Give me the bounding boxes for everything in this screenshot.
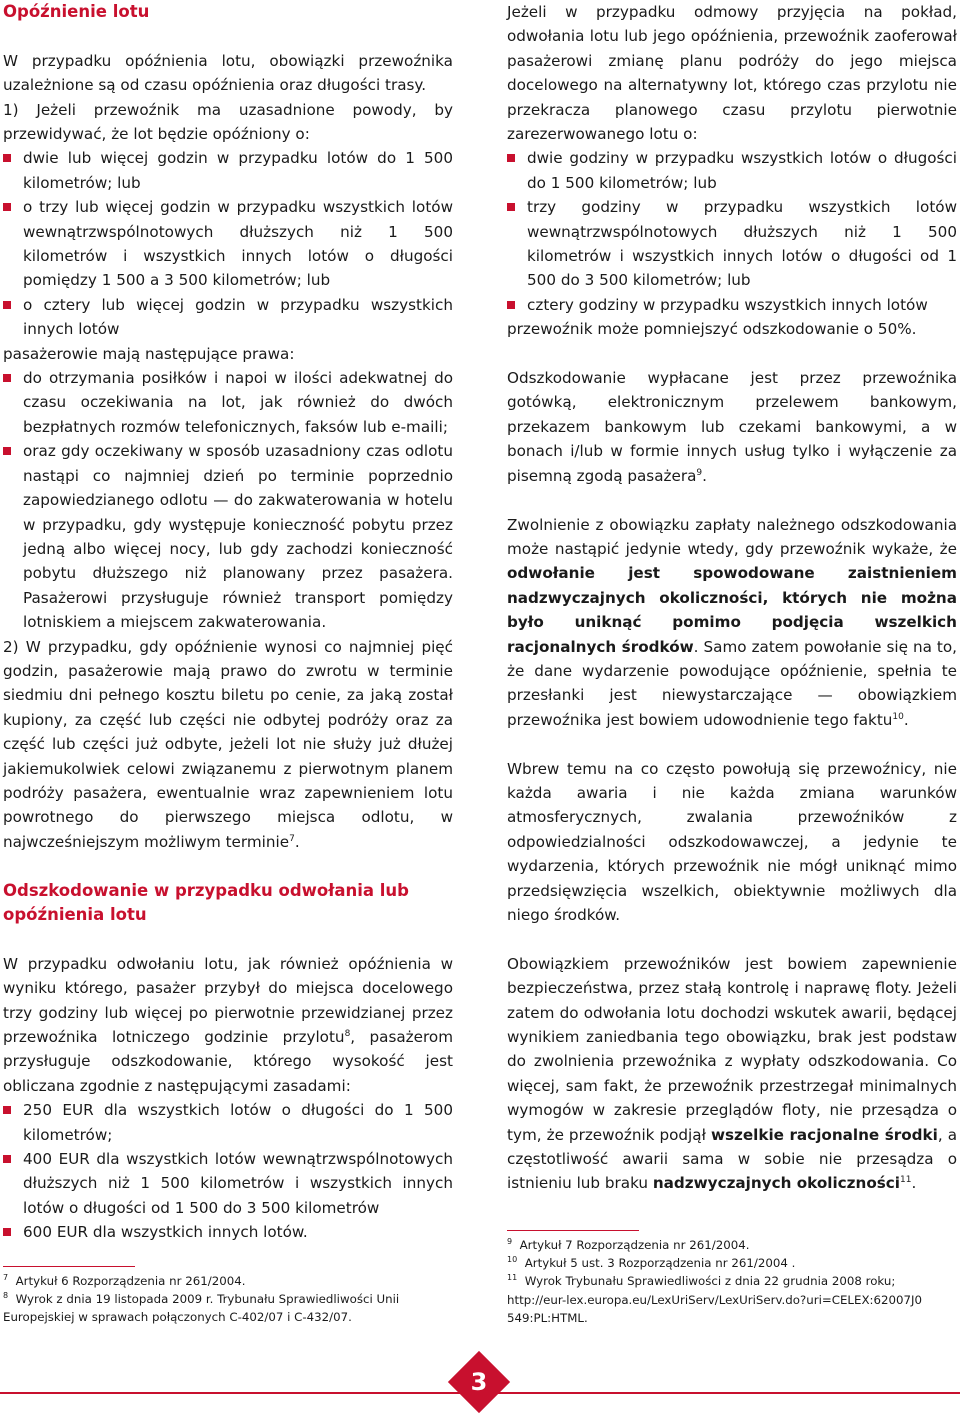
compensation-heading: Odszkodowanie w przypadku odwołania lub opóźnienia lotu	[3, 880, 409, 924]
duty-bold: nadzwyczajnych okoliczności	[652, 1174, 900, 1193]
right-footnotes	[507, 1236, 957, 1327]
footnote-divider	[3, 1266, 135, 1267]
payment-paragraph: Odszkodowanie wypłacane jest przez przewoźnika gotówką, elektronicznym przelewem bankowym, przekazem bankowym lub czekami bankowymi, a w bonach i/lub w formie innych usług tylko i wyłączenie za pisemną zgodą pasażera$^9$.	[507, 369, 957, 485]
exemption-bold: odwołanie jest spowodowane zaistnieniem nadzwyczajnych okoliczności, których nie można było uniknąć pomimo podjęcia wszelkich racjonalnych środków	[507, 564, 957, 656]
right-column	[507, 0, 957, 1196]
footnote: $^{10}$ Artykuł 5 ust. 3 Rozporządzenia nr 261/2004 .	[507, 1255, 796, 1271]
footnote: $^9$ Artykuł 7 Rozporządzenia nr 261/2004.	[507, 1237, 750, 1252]
compensation-intro: W przypadku odwołaniu lotu, jak również opóźnienia w wyniku którego, pasażer przybył do miejsca docelowego trzy godziny lub więcej po pierwotnie przewidzianej przez przewoźnika lotniczego godzinie przylotu$^8$, pasażerom przysługuje odszkodowanie, którego wysokość jest obliczana zgodnie z następującymi zasadami:	[3, 954, 453, 1095]
footnote-url: http://eur-lex.europa.eu/LexUriServ/LexUriServ.do?uri=CELEX:62007J0	[507, 1292, 923, 1307]
list-item: do otrzymania posiłków i napoi w ilości adekwatnej do czasu oczekiwania na lot, jak również do dwóch bezpłatnych rozmów telefonicznych, faksów lub e-maili;	[3, 366, 453, 439]
footnote-ref: 7	[289, 833, 295, 844]
list-item: 250 EUR dla wszystkich lotów o długości do 1 500 kilometrów;	[3, 1098, 453, 1147]
footnote-divider	[507, 1230, 639, 1231]
page-number: 3	[470, 1368, 488, 1396]
list-item: dwie godziny w przypadku wszystkich lotów o długości do 1 500 kilometrów; lub	[507, 146, 957, 195]
list-item: o cztery lub więcej godzin w przypadku wszystkich innych lotów	[3, 293, 453, 342]
footnote-url: 549:PL:HTML.	[507, 1310, 588, 1325]
list-item: trzy godziny w przypadku wszystkich lotów wewnątrzwspólnotowych dłuższych niż 1 500 kilometrów i wszystkich innych lotów o długości od 1 500 do 3 500 kilometrów; lub	[507, 195, 957, 293]
footnote-ref: 9	[696, 467, 703, 478]
reroute-list	[507, 146, 957, 317]
list-item: cztery godziny w przypadku wszystkich innych lotów	[507, 293, 957, 317]
footnote-ref: 11	[900, 1175, 912, 1186]
footnote-ref: 8	[344, 1028, 351, 1039]
delay-heading: Opóźnienie lotu	[3, 2, 150, 21]
list-item: o trzy lub więcej godzin w przypadku wszystkich lotów wewnątrzwspólnotowych dłuższych niż 1 500 kilometrów i wszystkich innych lotów o długości pomiędzy 1 500 a 3 500 kilometrów; lub	[3, 195, 453, 293]
left-footnotes	[3, 1272, 448, 1327]
exemption-paragraph: Zwolnienie z obowiązku zapłaty należnego odszkodowania może nastąpić jedynie wtedy, gdy przewoźnik wykaże, że odwołanie jest spowodowane zaistnieniem nadzwyczajnych okoliczności, których nie można było uniknąć pomimo podjęcia wszelkich racjonalnych środków. Samo zatem powołanie się na to, że dane wydarzenie powodujące opóźnienie, spełnia te przesłanki jest niewystarczające — obowiązkiem przewoźnika jest bowiem udowodnienie tego faktu$^{10}$.	[507, 515, 957, 729]
rights-list	[3, 366, 453, 634]
reroute-intro: Jeżeli w przypadku odmowy przyjęcia na pokład, odwołania lotu lub jego opóźnienia, przewoźnik zaoferował pasażerowi zmianę planu podróży do jego miejsca docelowego na alternatywny lot, którego czas przylotu nie przekracza planowego czasu przylotu pierwotnie zarezerwowanego lotu o:	[507, 3, 957, 144]
delay-intro: W przypadku opóźnienia lotu, obowiązki przewoźnika uzależnione są od czasu opóźnienia oraz długości trasy.	[3, 51, 453, 95]
footnote-ref: 10	[892, 711, 904, 722]
footnote: $^{11}$ Wyrok Trybunału Sprawiedliwości z dnia 22 grudnia 2008 roku;	[507, 1273, 896, 1289]
list-item: 600 EUR dla wszystkich innych lotów.	[3, 1220, 453, 1244]
point1-list	[3, 146, 453, 341]
despite-paragraph: Wbrew temu na co często powołują się przewoźnicy, nie każda awaria i nie każda zmiana warunków atmosferycznych, zwalania przewoźników z odpowiedzialności odszkodowawczej, a jedynie te wydarzenia, których przewoźnik nie mógł uniknąć mimo przedsięwzięcia wszelkich, obiektywnie możliwych dla niego środków.	[507, 759, 957, 924]
duty-bold: wszelkie racjonalne środki	[710, 1125, 938, 1144]
list-item: 400 EUR dla wszystkich lotów wewnątrzwspólnotowych dłuższych niż 1 500 kilometrów i wszystkich innych lotów o długości od 1 500 do 3 500 kilometrów	[3, 1147, 453, 1220]
compensation-list	[3, 1098, 453, 1244]
footnote: $^8$ Wyrok z dnia 19 listopada 2009 r. Trybunału Sprawiedliwości Unii Europejskiej w sprawach połączonych C-402/07 i C-432/07.	[3, 1291, 400, 1325]
list-item: oraz gdy oczekiwany w sposób uzasadniony czas odlotu nastąpi co najmniej dzień po terminie poprzednio zapowiedzianego odlotu — do zakwaterowania w hotelu w przypadku, gdy występuje konieczność pobytu przez jedną albo więcej nocy, lub gdy zachodzi konieczność pobytu dłuższego niż planowany przez pasażera. Pasażerowi przysługuje również transport pomiędzy lotniskiem a miejscem zakwaterowania.	[3, 439, 453, 634]
list-item: dwie lub więcej godzin w przypadku lotów do 1 500 kilometrów; lub	[3, 146, 453, 195]
reroute-outro: przewoźnik może pomniejszyć odszkodowanie o 50%.	[507, 320, 917, 339]
left-column	[3, 0, 453, 1245]
duty-paragraph: Obowiązkiem przewoźników jest bowiem zapewnienie bezpieczeństwa, przez stałą kontrolę i naprawę floty. Jeżeli zatem do odwołania lotu dochodzi wskutek awarii, będącej wynikiem zaniedbania tego obowiązku, brak jest podstaw do zwolnienia przewoźnika z wypłaty odszkodowania. Co więcej, sam fakt, że przewoźnik przestrzegał minimalnych wymogów w zakresie przeglądów floty, nie przesądza o tym, że przewoźnik podjął wszelkie racjonalne środki, a częstotliwość awarii sama w sobie nie przesądza o istnieniu lub braku nadzwyczajnych okoliczności$^{11}$.	[507, 954, 958, 1193]
point2-paragraph: 2) W przypadku, gdy opóźnienie wynosi co najmniej pięć godzin, pasażerowie mają prawo do zwrotu w terminie siedmiu dni pełnego kosztu biletu po cenie, za jaką został kupiony, za część lub części nie odbytej podróży oraz za część lub części już odbyte, jeżeli lot nie służy już dłużej jakiemukolwiek celowi związanemu z pierwotnym planem podróży pasażera, ewentualnie wraz zapewnieniem lotu powrotnego do pierwszego miejsca odlotu, w najwcześniejszym możliwym terminie$^7$.	[3, 637, 453, 851]
point1-intro: 1) Jeżeli przewoźnik ma uzasadnione powody, by przewidywać, że lot będzie opóźniony o:	[3, 100, 453, 144]
rights-intro: pasażerowie mają następujące prawa:	[3, 344, 295, 363]
footnote: $^7$ Artykuł 6 Rozporządzenia nr 261/2004.	[3, 1273, 246, 1288]
